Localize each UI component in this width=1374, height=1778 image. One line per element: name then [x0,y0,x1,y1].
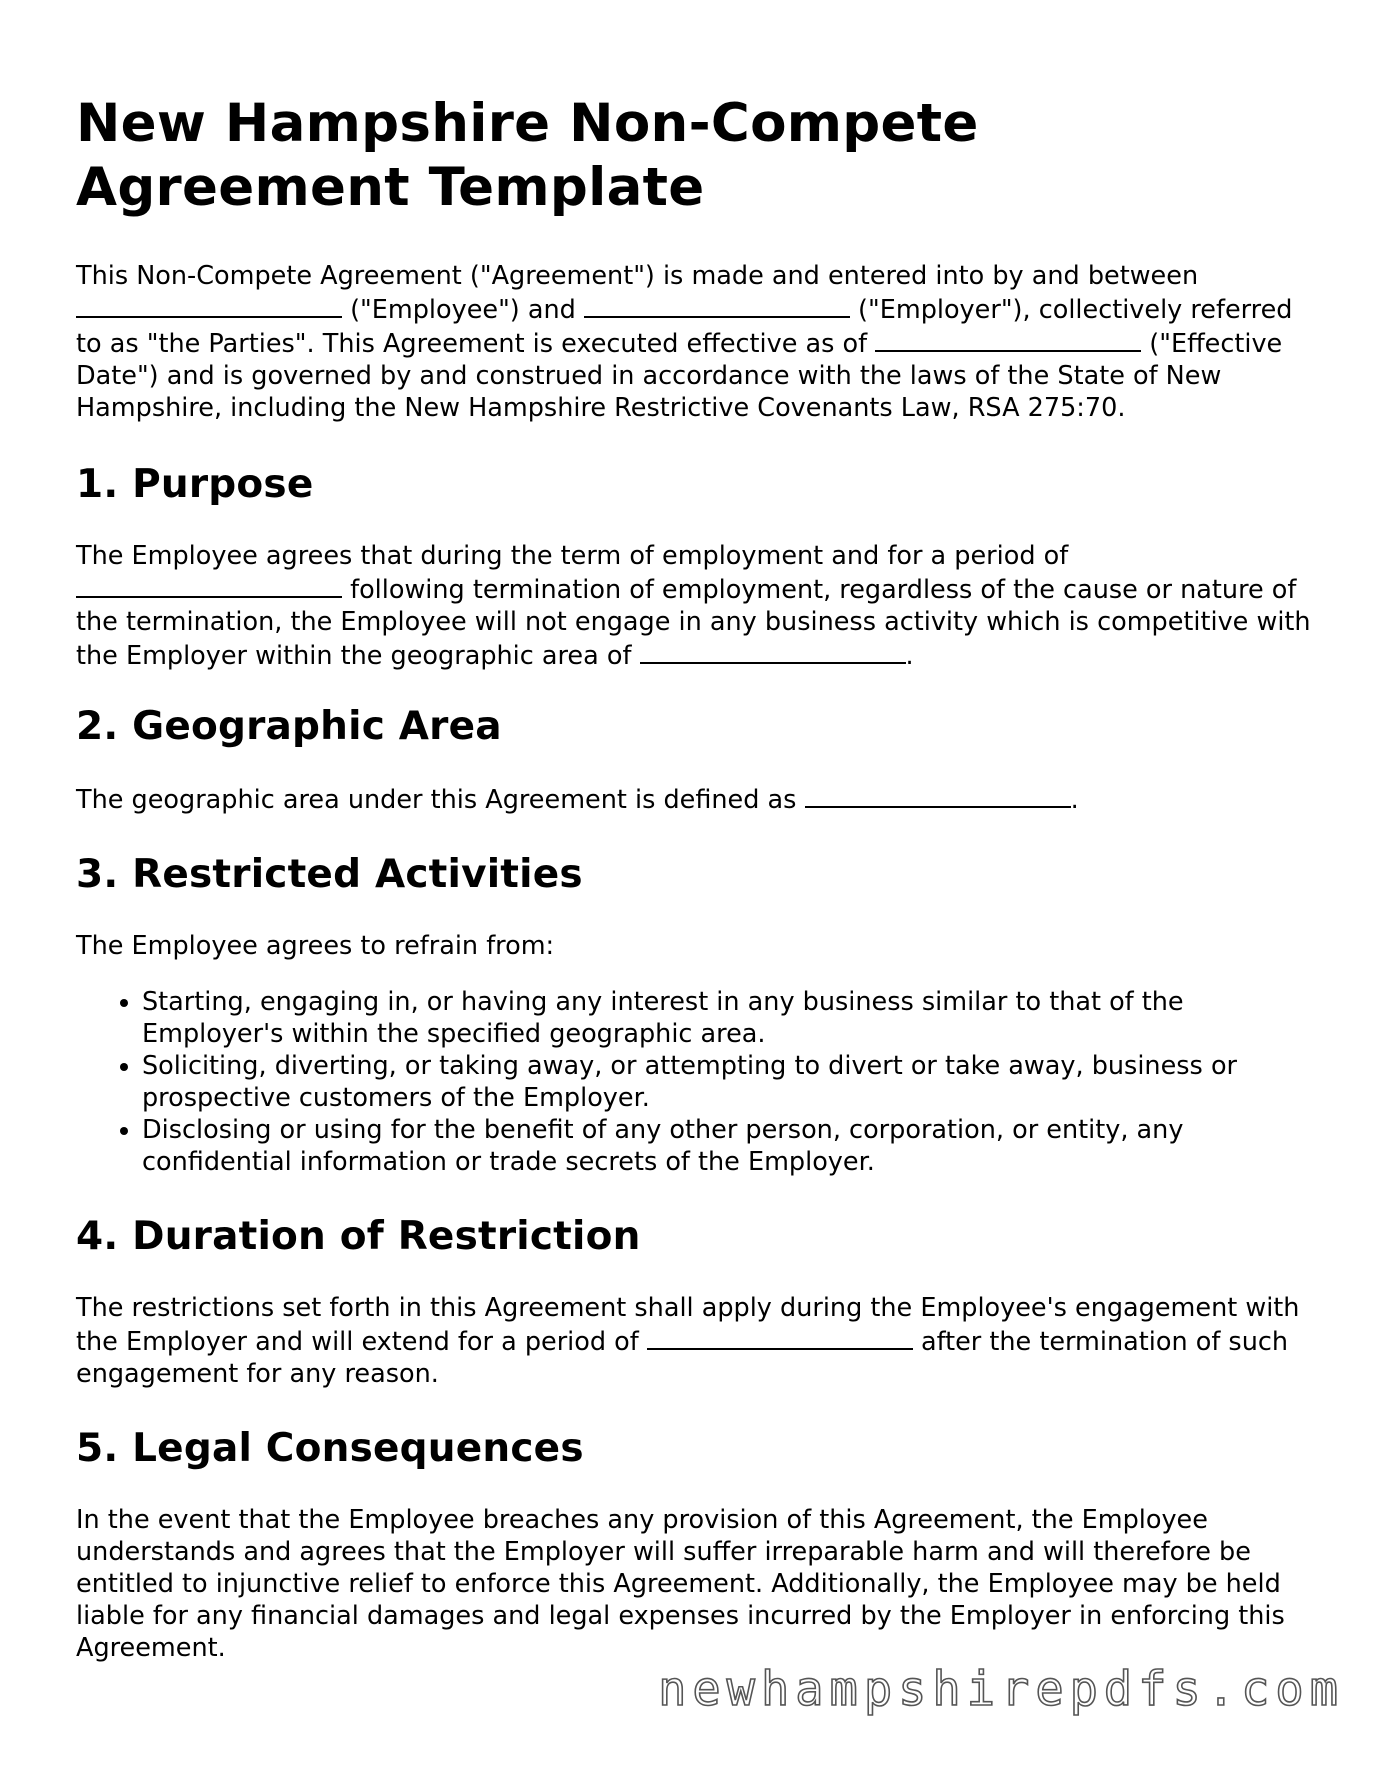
employer-name-blank[interactable] [584,292,850,318]
restricted-activities-list [76,986,1316,1178]
post-termination-period-blank[interactable] [76,572,342,598]
legal-consequences-paragraph: In the event that the Employee breaches any provision of this Agreement, the Employee understands and agrees that the Employer will suffer irreparable harm and will therefore be entitled to injunctive relief to enforce this Agreement. Additionally, the Employee may be held liable for any financial damages and legal expenses incurred by the Employer in enforcing this Agreement. [76,1505,1285,1663]
employee-name-blank[interactable] [76,292,342,318]
geographic-area-blank[interactable] [805,782,1071,808]
intro-text-4: ("Effective Date") and is governed by and construed in accordance with the laws of the State of New Hampshire, including the New Hampshire Restrictive Covenants Law, RSA 275:70. [76,329,1283,423]
duration-paragraph [76,1292,1316,1390]
purpose-paragraph [76,540,1316,672]
section-heading-geographic-area: 2. Geographic Area [76,704,502,749]
intro-paragraph [76,260,1316,424]
purpose-text-1: The Employee agrees that during the term of employment and for a period of [76,541,1069,571]
intro-text-2: ("Employee") and [342,295,584,325]
duration-text-2: after the termination of such engagement for any reason. [76,1327,1289,1389]
duration-period-blank[interactable] [647,1324,913,1350]
restricted-activities-lead: The Employee agrees to refrain from: [76,931,555,961]
document-page [76,92,1316,1700]
purpose-text-3: . [905,641,914,671]
intro-text-3: ("Employer"), collectively referred to as "the Parties". This Agreement is executed effective as of [76,295,1293,359]
duration-text-1: The restrictions set forth in this Agreement shall apply during the Employee's engagement with the Employer and will extend for a period of [76,1293,1300,1357]
purpose-text-2: following termination of employment, regardless of the cause or nature of the termination, the Employee will not engage in any business activity which is competitive with the Employer within the geographic area of [76,575,1311,671]
geographic-text-1: The geographic area under this Agreement is defined as [76,785,805,815]
list-item: • Starting, engaging in, or having any interest in any business similar to that of the Employer's within the specified geographic area. [142,986,1316,1050]
geographic-text-2: . [1070,785,1079,815]
section-heading-legal-consequences: 5. Legal Consequences [76,1426,584,1471]
section-heading-restricted-activities: 3. Restricted Activities [76,852,583,897]
document-title: New Hampshire Non-Compete Agreement Template [76,93,979,218]
section-heading-duration: 4. Duration of Restriction [76,1214,641,1259]
purpose-geographic-area-blank[interactable] [640,638,906,664]
site-watermark: newhampshirepdfs.com [658,1662,1344,1717]
geographic-area-paragraph [76,782,1316,816]
section-heading-purpose: 1. Purpose [76,462,314,507]
intro-text-1: This Non-Compete Agreement ("Agreement") is made and entered into by and between [76,261,1199,291]
effective-date-blank[interactable] [875,326,1141,352]
list-item: • Disclosing or using for the benefit of any other person, corporation, or entity, any confidential information or trade secrets of the Employer. [142,1114,1316,1178]
list-item: • Soliciting, diverting, or taking away, or attempting to divert or take away, business or prospective customers of the Employer. [142,1050,1316,1114]
